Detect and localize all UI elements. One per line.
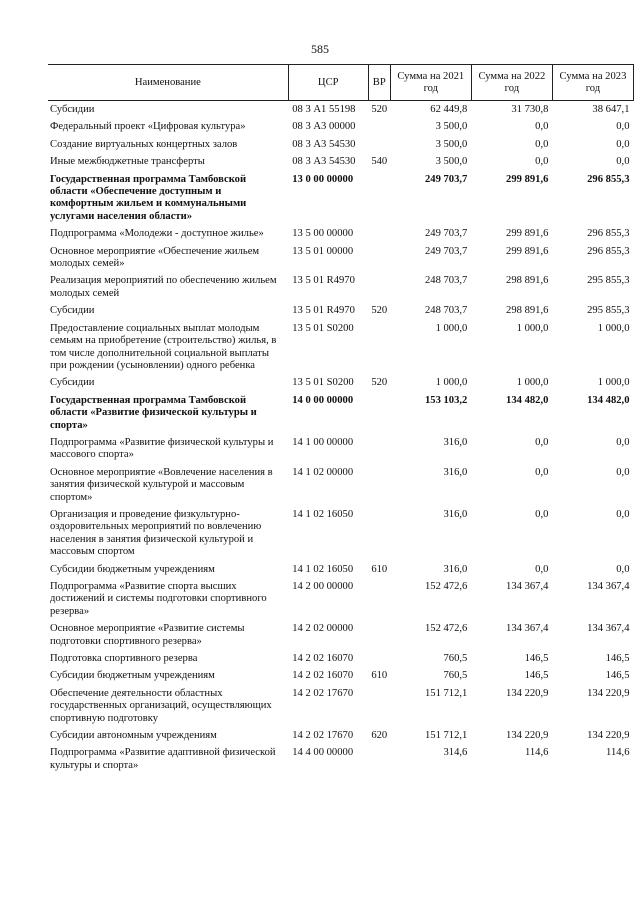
row-sum-2021: 316,0 — [443, 508, 468, 520]
row-sum-2022: 134 482,0 — [506, 394, 549, 406]
header-csr: ЦСР — [288, 65, 368, 101]
row-sum-2023: 1 000,0 — [597, 377, 630, 389]
row-sum-2023: 146,5 — [605, 670, 630, 682]
row-sum-2023: 296 855,3 — [587, 245, 630, 257]
row-sum-2021: 760,5 — [443, 653, 468, 665]
row-vr — [368, 744, 390, 774]
row-sum-2023: 0,0 — [616, 563, 630, 575]
row-name: Иные межбюджетные трансферты — [50, 156, 205, 168]
table-row — [48, 243, 634, 273]
table-row — [48, 561, 634, 578]
row-sum-2023: 296 855,3 — [587, 173, 630, 185]
row-csr: 14 1 02 16050 — [292, 508, 354, 520]
row-sum-2022: 31 730,8 — [511, 104, 549, 115]
row-name: Федеральный проект «Цифровая культура» — [50, 121, 246, 133]
row-name: Предоставление социальных выплат молодым семьям на приобретение (строительство) жилья, в том числе дополнительной социальной выплаты при рождении (усыновлении) одного ребенка — [50, 322, 277, 371]
row-sum-2021: 760,5 — [443, 670, 468, 682]
row-sum-2022: 298 891,6 — [506, 275, 549, 287]
row-sum-2021: 316,0 — [443, 466, 468, 478]
header-vr: ВР — [368, 65, 390, 101]
table-row — [48, 506, 634, 561]
row-csr: 13 5 01 R4970 — [292, 275, 355, 287]
row-name: Подпрограмма «Молодежи - доступное жилье» — [50, 228, 264, 240]
row-vr — [368, 392, 390, 434]
row-name: Основное мероприятие «Обеспечение жильем молодых семей» — [50, 245, 260, 270]
row-sum-2021: 316,0 — [443, 436, 468, 448]
row-vr — [368, 171, 390, 226]
row-vr — [368, 320, 390, 375]
table-row — [48, 118, 634, 135]
row-sum-2021: 248 703,7 — [424, 305, 468, 317]
row-sum-2021: 316,0 — [443, 563, 468, 575]
row-name: Подпрограмма «Развитие спорта высших достижений и системы подготовки спортивного резерва» — [50, 581, 267, 617]
row-vr: 520 — [371, 377, 388, 389]
row-sum-2021: 152 472,6 — [424, 623, 468, 635]
table-row — [48, 620, 634, 650]
header-sum-2022: Сумма на 2022 год — [471, 65, 552, 101]
row-name: Подпрограмма «Развитие адаптивной физической культуры и спорта» — [50, 747, 276, 771]
row-sum-2023: 134 220,9 — [587, 730, 630, 742]
row-name: Основное мероприятие «Развитие системы подготовки спортивного резерва» — [50, 623, 245, 647]
table-row — [48, 171, 634, 226]
row-sum-2023: 146,5 — [605, 653, 630, 665]
table-row — [48, 650, 634, 667]
row-name: Субсидии автономным учреждениям — [50, 730, 217, 742]
row-sum-2023: 296 855,3 — [587, 228, 630, 240]
row-csr: 14 0 00 00000 — [292, 394, 354, 406]
row-sum-2021: 248 703,7 — [424, 275, 468, 287]
header-name: Наименование — [48, 65, 288, 101]
row-vr — [368, 506, 390, 561]
table-row — [48, 578, 634, 620]
row-sum-2023: 134 367,4 — [587, 581, 630, 592]
row-sum-2023: 134 220,9 — [587, 687, 630, 699]
row-sum-2022: 0,0 — [535, 156, 549, 168]
row-sum-2023: 1 000,0 — [597, 322, 630, 334]
table-row — [48, 464, 634, 506]
row-vr — [368, 118, 390, 135]
row-vr — [368, 578, 390, 620]
row-sum-2023: 0,0 — [616, 508, 630, 520]
row-sum-2021: 152 472,6 — [424, 581, 468, 592]
row-name: Субсидии — [50, 305, 95, 317]
table-row — [48, 320, 634, 375]
row-sum-2021: 314,6 — [443, 747, 468, 759]
row-csr: 14 4 00 00000 — [292, 747, 354, 759]
row-csr: 13 0 00 00000 — [292, 173, 354, 185]
row-vr: 610 — [371, 563, 388, 575]
table-header — [48, 65, 634, 101]
row-name: Реализация мероприятий по обеспечению жильем молодых семей — [50, 275, 277, 299]
row-name: Подпрограмма «Развитие физической культуры и массового спорта» — [50, 436, 274, 461]
row-sum-2022: 0,0 — [535, 121, 549, 133]
row-sum-2021: 249 703,7 — [424, 245, 468, 257]
row-name: Организация и проведение физкультурно-оздоровительных мероприятий по вовлечению населения в занятия физической культурой и массовым спортом — [50, 508, 262, 558]
table-row — [48, 101, 634, 119]
row-csr: 13 5 01 00000 — [292, 245, 354, 257]
row-sum-2022: 134 220,9 — [506, 730, 549, 742]
row-sum-2022: 146,5 — [524, 653, 549, 665]
row-name: Субсидии — [50, 377, 95, 389]
row-vr: 610 — [371, 670, 388, 682]
row-csr: 14 2 02 16070 — [292, 653, 354, 665]
row-sum-2021: 153 103,2 — [424, 394, 468, 406]
row-name: Субсидии бюджетным учреждениям — [50, 670, 215, 682]
row-name: Подготовка спортивного резерва — [50, 653, 198, 665]
table-row — [48, 374, 634, 391]
header-sum-2023: Сумма на 2023 год — [552, 65, 633, 101]
row-name: Субсидии — [50, 104, 95, 115]
row-csr: 13 5 01 S0200 — [292, 322, 354, 334]
row-sum-2021: 1 000,0 — [435, 322, 468, 334]
row-csr: 14 1 02 00000 — [292, 466, 354, 478]
row-csr: 14 2 00 00000 — [292, 581, 354, 592]
row-sum-2022: 299 891,6 — [506, 228, 549, 240]
row-sum-2023: 0,0 — [616, 121, 630, 133]
row-sum-2022: 134 220,9 — [506, 687, 549, 699]
row-sum-2022: 0,0 — [535, 466, 549, 478]
row-sum-2023: 0,0 — [616, 156, 630, 168]
row-csr: 08 3 А1 55198 — [292, 104, 356, 115]
row-vr: 520 — [371, 305, 388, 317]
row-csr: 14 2 02 00000 — [292, 623, 354, 635]
row-sum-2023: 0,0 — [616, 436, 630, 448]
row-sum-2023: 295 855,3 — [587, 305, 630, 317]
row-sum-2022: 298 891,6 — [506, 305, 549, 317]
row-name: Субсидии бюджетным учреждениям — [50, 563, 215, 575]
table-row — [48, 392, 634, 434]
row-sum-2023: 295 855,3 — [587, 275, 630, 287]
page-number: 585 — [311, 42, 329, 56]
table-row — [48, 225, 634, 242]
row-sum-2022: 299 891,6 — [506, 173, 549, 185]
budget-table — [48, 64, 634, 774]
row-sum-2021: 62 449,8 — [430, 104, 468, 115]
row-sum-2023: 134 367,4 — [587, 623, 630, 635]
row-vr — [368, 243, 390, 273]
table-row — [48, 727, 634, 744]
row-sum-2021: 151 712,1 — [424, 687, 468, 699]
table-body — [48, 101, 634, 775]
row-vr — [368, 225, 390, 242]
row-vr: 540 — [371, 156, 388, 168]
table-row — [48, 685, 634, 727]
row-csr: 14 2 02 17670 — [292, 730, 354, 742]
row-sum-2023: 134 482,0 — [587, 394, 630, 406]
row-name: Обеспечение деятельности областных государственных организаций, осуществляющих спортивную подготовку — [50, 687, 272, 724]
row-vr: 620 — [371, 730, 388, 742]
row-csr: 13 5 00 00000 — [292, 228, 354, 240]
row-csr: 08 3 А3 54530 — [292, 156, 356, 168]
table-row — [48, 434, 634, 464]
row-vr — [368, 272, 390, 302]
row-name: Государственная программа Тамбовской области «Обеспечение доступным и комфортным жильем и коммунальными услугами населения области» — [50, 173, 247, 222]
row-vr: 520 — [371, 104, 388, 115]
row-sum-2021: 3 500,0 — [435, 121, 468, 133]
row-sum-2022: 299 891,6 — [506, 245, 549, 257]
table-row — [48, 136, 634, 153]
row-vr — [368, 434, 390, 464]
row-sum-2022: 134 367,4 — [506, 581, 549, 592]
row-csr: 14 1 00 00000 — [292, 436, 354, 448]
row-sum-2022: 0,0 — [535, 436, 549, 448]
row-vr — [368, 620, 390, 650]
row-vr — [368, 136, 390, 153]
row-sum-2023: 38 647,1 — [592, 104, 630, 115]
row-sum-2022: 114,6 — [524, 747, 549, 759]
table-row — [48, 272, 634, 302]
row-sum-2021: 1 000,0 — [435, 377, 468, 389]
row-sum-2021: 249 703,7 — [424, 173, 468, 185]
header-sum-2021: Сумма на 2021 год — [390, 65, 471, 101]
row-csr: 08 3 А3 54530 — [292, 138, 356, 150]
table-row — [48, 667, 634, 684]
row-sum-2022: 134 367,4 — [506, 623, 549, 635]
row-csr: 08 3 А3 00000 — [292, 121, 356, 133]
row-sum-2022: 0,0 — [535, 563, 549, 575]
row-csr: 14 2 02 17670 — [292, 687, 354, 699]
row-sum-2022: 1 000,0 — [516, 322, 549, 334]
row-sum-2023: 0,0 — [616, 138, 630, 150]
row-sum-2021: 151 712,1 — [424, 730, 468, 742]
row-vr — [368, 650, 390, 667]
row-sum-2022: 0,0 — [535, 508, 549, 520]
row-csr: 14 1 02 16050 — [292, 563, 354, 575]
table-row — [48, 744, 634, 774]
row-sum-2022: 146,5 — [524, 670, 549, 682]
row-name: Основное мероприятие «Вовлечение населения в занятия физической культурой и массовым спортом» — [50, 466, 273, 503]
row-name: Создание виртуальных концертных залов — [50, 138, 238, 150]
row-csr: 14 2 02 16070 — [292, 670, 354, 682]
table-row — [48, 302, 634, 319]
row-sum-2021: 3 500,0 — [435, 138, 468, 150]
row-sum-2021: 3 500,0 — [435, 156, 468, 168]
row-csr: 13 5 01 R4970 — [292, 305, 355, 317]
row-vr — [368, 464, 390, 506]
row-sum-2023: 114,6 — [606, 747, 630, 759]
row-sum-2021: 249 703,7 — [424, 228, 468, 240]
row-vr — [368, 685, 390, 727]
row-sum-2022: 1 000,0 — [516, 377, 549, 389]
row-csr: 13 5 01 S0200 — [292, 377, 354, 389]
row-sum-2022: 0,0 — [535, 138, 549, 150]
row-name: Государственная программа Тамбовской области «Развитие физической культуры и спорта» — [50, 394, 257, 431]
table-row — [48, 153, 634, 170]
row-sum-2023: 0,0 — [616, 466, 630, 478]
